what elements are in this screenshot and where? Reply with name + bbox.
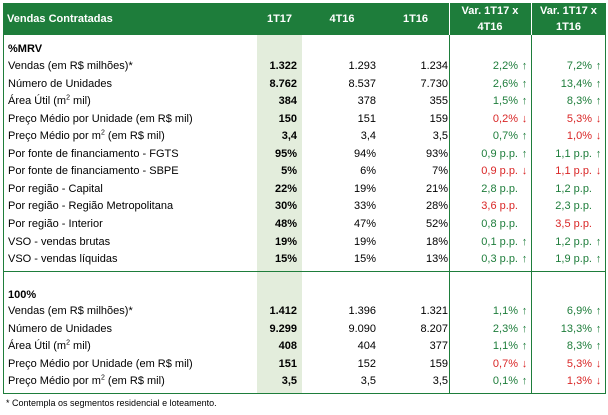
- var-1t16-value: 8,3%: [566, 340, 592, 353]
- arrow-up-icon: ↑: [595, 77, 602, 90]
- arrow-up-icon: ↑: [521, 322, 528, 335]
- arrow-up-icon: ↑: [595, 340, 602, 353]
- var-4t16-value: 3,6 p.p.: [481, 200, 518, 213]
- var-4t16-value: 0,1 p.p.: [481, 235, 518, 248]
- value-1t16: 52%: [425, 217, 448, 230]
- table-row: [3, 111, 606, 128]
- row-label: Número de Unidades: [8, 77, 112, 90]
- var-4t16-cell: [449, 356, 529, 373]
- var-1t16-value: 13,4%: [560, 77, 592, 90]
- value-1t17: 19%: [274, 235, 297, 248]
- row-label: Vendas (em R$ milhões)*: [8, 305, 133, 317]
- value-1t16: 159: [429, 357, 448, 370]
- var-1t16-cell: [531, 251, 603, 268]
- value-1t16: 93%: [425, 147, 448, 160]
- value-1t16: 13%: [425, 253, 448, 266]
- table-row: [3, 93, 606, 110]
- value-1t16: 377: [429, 340, 448, 353]
- var-4t16-value: 1,1%: [492, 305, 518, 317]
- value-1t16: 18%: [425, 235, 448, 248]
- value-4t16: 3,4: [360, 130, 376, 143]
- value-1t17: 3,5: [281, 375, 297, 388]
- var-4t16-cell: [449, 234, 529, 251]
- var-1t16-cell: [531, 111, 603, 128]
- value-4t16: 19%: [353, 182, 376, 195]
- value-1t16: 7.730: [420, 77, 448, 90]
- var-4t16-value: 0,3 p.p.: [481, 253, 518, 266]
- var-4t16-value: 0,9 p.p.: [481, 147, 518, 160]
- var-1t16-value: 2,3 p.p.: [555, 200, 592, 213]
- arrow-up-icon: ↑: [521, 60, 528, 72]
- table-row: [3, 338, 606, 355]
- value-4t16: 8.537: [348, 77, 376, 90]
- value-4t16: 151: [357, 112, 376, 125]
- var-1t16-cell: [531, 146, 603, 163]
- var-1t16-value: 8,3%: [566, 95, 592, 108]
- var-1t16-value: 1,0%: [566, 130, 592, 143]
- value-1t17: 5%: [281, 165, 297, 178]
- var-4t16-cell: [449, 128, 529, 145]
- var-4t16-cell: [449, 198, 529, 215]
- row-label: Área Útil ($m^2$ mil): [8, 94, 91, 108]
- value-1t17: 8.762: [269, 77, 297, 90]
- arrow-down-icon: ↓: [521, 112, 528, 125]
- value-4t16: 404: [357, 340, 376, 353]
- arrow-up-icon: ↑: [595, 60, 602, 72]
- table-row: [3, 356, 606, 373]
- arrow-up-icon: ↑: [521, 340, 528, 353]
- var-4t16-cell: [449, 93, 529, 110]
- value-1t17: 95%: [274, 147, 297, 160]
- value-1t17: 150: [278, 112, 297, 125]
- var-4t16-value: 2,6%: [492, 77, 518, 90]
- row-label: Por região - Capital: [8, 182, 103, 195]
- var-4t16-value: 0,9 p.p.: [481, 165, 518, 178]
- value-1t17: 1.412: [269, 305, 297, 317]
- var-1t16-line1: Var. 1T17 x: [540, 5, 597, 17]
- var-1t16-value: 13,3%: [560, 322, 592, 335]
- table-row: [3, 146, 606, 163]
- var-1t16-cell: [531, 338, 603, 355]
- value-1t17: 9.299: [269, 322, 297, 335]
- value-1t17: 1.322: [269, 60, 297, 72]
- row-label: Por fonte de financiamento - SBPE: [8, 165, 179, 178]
- arrow-up-icon: ↑: [595, 235, 602, 248]
- var-1t16-value: 1,1 p.p.: [555, 147, 592, 160]
- row-label: Por fonte de financiamento - FGTS: [8, 147, 179, 160]
- col-header-4t16: 4T16: [302, 3, 382, 35]
- value-1t17: 408: [278, 340, 297, 353]
- var-1t16-cell: [531, 163, 603, 180]
- arrow-up-icon: ↑: [521, 77, 528, 90]
- row-label: Por região - Interior: [8, 217, 103, 230]
- row-label: Área Útil ($m^2$ mil): [8, 339, 91, 353]
- arrow-up-icon: ↑: [521, 130, 528, 143]
- value-4t16: 33%: [353, 200, 376, 213]
- arrow-up-icon: ↑: [521, 375, 528, 388]
- var-4t16-value: 0,7%: [492, 130, 518, 143]
- value-1t16: 3,5: [432, 375, 448, 388]
- var-1t16-cell: [531, 128, 603, 145]
- value-1t17: 151: [278, 357, 297, 370]
- row-label: Preço Médio por $m^2$ (em R$ mil): [8, 129, 165, 143]
- footnote: * Contempla os segmentos residencial e loteamento.: [6, 398, 217, 408]
- var-4t16-cell: [449, 303, 529, 320]
- var-4t16-line1: Var. 1T17 x: [461, 5, 519, 17]
- section-title: %MRV: [8, 43, 43, 55]
- arrow-up-icon: ↑: [521, 253, 528, 266]
- var-1t16-cell: [531, 76, 603, 93]
- var-4t16-cell: [449, 111, 529, 128]
- value-1t16: 1.321: [420, 305, 448, 317]
- var-4t16-cell: [449, 216, 529, 233]
- value-4t16: 94%: [353, 147, 376, 160]
- table-row: [3, 76, 606, 93]
- arrow-down-icon: ↓: [521, 357, 528, 370]
- table-row: [3, 234, 606, 251]
- value-1t16: 8.207: [420, 322, 448, 335]
- var-4t16-value: 0,7%: [492, 357, 518, 370]
- var-4t16-cell: [449, 76, 529, 93]
- var-1t16-value: 5,3%: [566, 112, 592, 125]
- var-1t16-value: 1,2 p.p.: [555, 235, 592, 248]
- var-1t16-value: 1,3%: [566, 375, 592, 388]
- value-4t16: 9.090: [348, 322, 376, 335]
- arrow-down-icon: ↓: [595, 165, 602, 178]
- row-label: Por região - Região Metropolitana: [8, 200, 174, 213]
- value-1t16: 21%: [425, 182, 448, 195]
- var-4t16-cell: [449, 181, 529, 198]
- var-1t16-value: 6,9%: [566, 305, 592, 317]
- arrow-up-icon: ↑: [595, 305, 602, 317]
- var-4t16-value: 0,8 p.p.: [481, 217, 518, 230]
- value-4t16: 47%: [353, 217, 376, 230]
- arrow-up-icon: ↑: [521, 235, 528, 248]
- var-1t16-cell: [531, 303, 603, 320]
- table-row: [3, 251, 606, 268]
- value-4t16: 6%: [360, 165, 376, 178]
- value-1t17: 384: [278, 95, 297, 108]
- table-row: [3, 373, 606, 390]
- value-1t17: 48%: [274, 217, 297, 230]
- row-label: Preço Médio por $m^2$ (em R$ mil): [8, 374, 165, 388]
- value-1t17: 15%: [274, 253, 297, 266]
- var-1t16-cell: [531, 321, 603, 338]
- var-1t16-cell: [531, 58, 603, 75]
- row-label: Número de Unidades: [8, 322, 112, 335]
- var-4t16-value: 2,8 p.p.: [481, 182, 518, 195]
- value-1t17: 22%: [274, 182, 297, 195]
- var-4t16-cell: [449, 338, 529, 355]
- col-header-1t17: 1T17: [257, 3, 302, 35]
- var-4t16-value: 0,2%: [492, 112, 518, 125]
- table-title: Vendas Contratadas: [3, 3, 305, 35]
- var-1t16-value: 7,2%: [566, 60, 592, 72]
- value-4t16: 378: [357, 95, 376, 108]
- var-1t16-cell: [531, 356, 603, 373]
- value-1t17: 30%: [274, 200, 297, 213]
- value-1t16: 159: [429, 112, 448, 125]
- var-4t16-value: 0,1%: [492, 375, 518, 388]
- col-header-var-1t16: [531, 3, 606, 35]
- var-1t16-cell: [531, 234, 603, 251]
- arrow-up-icon: ↑: [521, 147, 528, 160]
- value-4t16: 3,5: [360, 375, 376, 388]
- value-4t16: 152: [357, 357, 376, 370]
- value-1t16: 7%: [432, 165, 448, 178]
- var-4t16-cell: [449, 163, 529, 180]
- var-1t16-value: 1,2 p.p.: [555, 182, 592, 195]
- value-1t17: 3,4: [281, 130, 297, 143]
- var-4t16-cell: [449, 251, 529, 268]
- var-1t16-cell: [531, 181, 603, 198]
- var-4t16-cell: [449, 58, 529, 75]
- arrow-down-icon: ↓: [595, 357, 602, 370]
- row-label: Preço Médio por Unidade (em R$ mil): [8, 112, 193, 125]
- arrow-down-icon: ↓: [595, 375, 602, 388]
- sales-table: [3, 3, 606, 415]
- value-1t16: 28%: [425, 200, 448, 213]
- var-1t16-cell: [531, 373, 603, 390]
- arrow-down-icon: ↓: [595, 130, 602, 143]
- var-1t16-cell: [531, 216, 603, 233]
- var-4t16-line2: 4T16: [477, 21, 503, 33]
- var-4t16-value: 1,5%: [492, 95, 518, 108]
- arrow-up-icon: ↑: [521, 305, 528, 317]
- col-header-1t16: 1T16: [382, 3, 449, 35]
- section-title: 100%: [8, 289, 37, 301]
- table-row: [3, 163, 606, 180]
- var-4t16-value: 2,2%: [492, 60, 518, 72]
- var-4t16-cell: [449, 146, 529, 163]
- value-1t16: 1.234: [420, 60, 448, 72]
- row-label: Preço Médio por Unidade (em R$ mil): [8, 357, 193, 370]
- var-1t16-value: 5,3%: [566, 357, 592, 370]
- var-1t16-value: 3,5 p.p.: [555, 217, 592, 230]
- var-1t16-cell: [531, 198, 603, 215]
- table-row: [3, 181, 606, 198]
- row-label: VSO - vendas líquidas: [8, 253, 118, 266]
- arrow-up-icon: ↑: [521, 95, 528, 108]
- var-1t16-line2: 1T16: [555, 21, 582, 33]
- table-row: [3, 321, 606, 338]
- var-1t16-value: 1,9 p.p.: [555, 253, 592, 266]
- value-4t16: 15%: [353, 253, 376, 266]
- table-row: [3, 58, 606, 75]
- value-4t16: 1.293: [348, 60, 376, 72]
- var-4t16-cell: [449, 321, 529, 338]
- table-row: [3, 198, 606, 215]
- row-label: VSO - vendas brutas: [8, 235, 111, 248]
- arrow-down-icon: ↓: [521, 165, 528, 178]
- arrow-up-icon: ↑: [595, 147, 602, 160]
- var-4t16-value: 1,1%: [492, 340, 518, 353]
- var-4t16-value: 2,3%: [492, 322, 518, 335]
- var-1t16-value: 1,1 p.p.: [555, 165, 592, 178]
- col-header-var-4t16: [449, 3, 531, 35]
- table-row: [3, 128, 606, 145]
- value-4t16: 1.396: [348, 305, 376, 317]
- table-row: [3, 216, 606, 233]
- arrow-up-icon: ↑: [595, 95, 602, 108]
- value-1t16: 3,5: [432, 130, 448, 143]
- value-1t16: 355: [429, 95, 448, 108]
- table-row: [3, 303, 606, 320]
- arrow-up-icon: ↑: [595, 253, 602, 266]
- var-1t16-cell: [531, 93, 603, 110]
- var-4t16-cell: [449, 373, 529, 390]
- value-4t16: 19%: [353, 235, 376, 248]
- arrow-down-icon: ↓: [595, 112, 602, 125]
- arrow-up-icon: ↑: [595, 322, 602, 335]
- row-label: Vendas (em R$ milhões)*: [8, 60, 133, 72]
